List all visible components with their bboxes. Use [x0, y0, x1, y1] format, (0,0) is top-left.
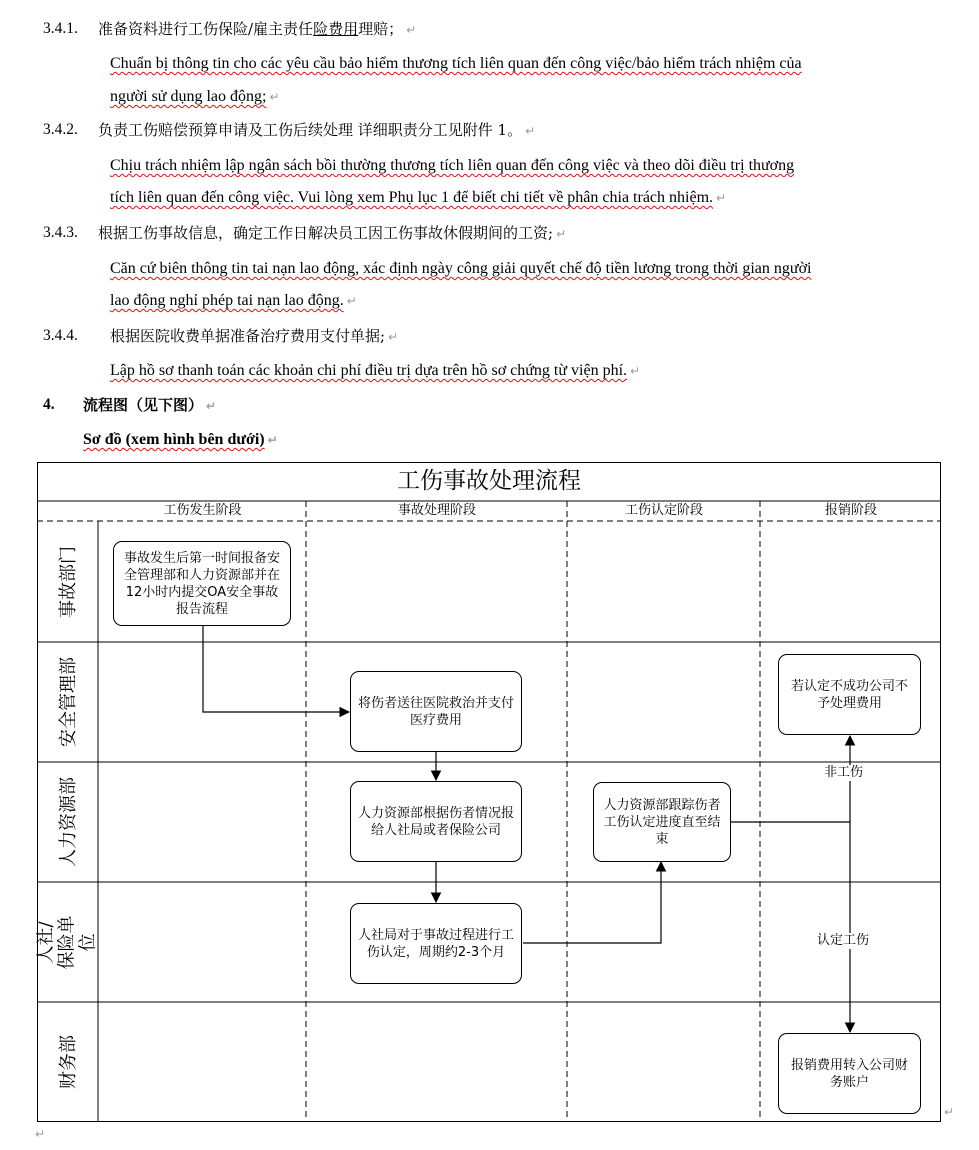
- phase-header: 工伤发生阶段: [163, 503, 242, 518]
- lane-label: [37, 762, 97, 882]
- section-number: 4.: [43, 396, 55, 413]
- paragraph-mark-icon: ↵: [35, 1127, 46, 1141]
- clause-text-cn: [110, 326, 398, 347]
- clause-text-vn: Chịu trách nhiệm lập ngân sách bồi thường thương tích liên quan đến công việc và theo dõi điều trị thương: [110, 157, 795, 174]
- step-report-incident: 事故发生后第一时间报备安全管理部和人力资源部并在12小时内提交OA安全事故报告流程: [113, 541, 291, 626]
- clause-text-cn-part: 理赔；: [358, 20, 404, 38]
- paragraph-mark-icon: ↵: [630, 364, 641, 378]
- clause-text-cn-part: 根据医院收费单据准备治疗费用支付单据;: [110, 327, 386, 345]
- clause-text-cn-part: 负责工伤赔偿预算申请及工伤后续处理 详细职责分工见附件 1。: [98, 121, 523, 139]
- clause-text-vn-part: Lập hồ sơ thanh toán các khoản chi phí điều trị dựa trên hồ sơ chứng từ viện phí.: [110, 362, 628, 379]
- section-title-text: 流程图（见下图）: [83, 396, 204, 414]
- paragraph-mark-icon: ↵: [525, 124, 536, 138]
- lane-label: [37, 642, 97, 762]
- clause-text-vn-cont: [110, 188, 726, 208]
- clause-text-vn-part: tích liên quan đến công việc. Vui lòng xem Phụ lục 1 để biết chi tiết về phân chia trách nhiệm.: [110, 189, 714, 206]
- step-reject-costs: 若认定不成功公司不予处理费用: [778, 654, 921, 735]
- step-finance-transfer: 报销费用转入公司财务账户: [778, 1033, 921, 1114]
- lane-label: [37, 882, 97, 1002]
- clause-text-vn-part: lao động nghỉ phép tai nạn lao động.: [110, 292, 344, 309]
- step-hr-report: 人力资源部根据伤者情况报给人社局或者保险公司: [350, 781, 522, 862]
- flowchart: [37, 462, 941, 1122]
- paragraph-mark-icon: ↵: [269, 90, 280, 104]
- clause-text-cn: [98, 19, 416, 40]
- clause-text-cn: [98, 223, 566, 244]
- clause-text-cn-underlined: 险费用: [313, 20, 359, 38]
- clause-text-vn-cont: [110, 291, 357, 311]
- lane-label: [37, 1002, 97, 1122]
- lane-label: [37, 522, 97, 642]
- section-title-vn-text: Sơ đồ (xem hình bên dưới): [83, 431, 265, 448]
- paragraph-mark-icon: ↵: [716, 191, 727, 205]
- step-hr-track-progress: 人力资源部跟踪伤者工伤认定进度直至结束: [593, 782, 731, 862]
- clause-text-vn-cont: [110, 361, 640, 381]
- clause-number: 3.4.1.: [43, 20, 78, 37]
- phase-header: 事故处理阶段: [397, 503, 476, 518]
- clause-text-cn-part: 准备资料进行工伤保险/雇主责任: [98, 20, 314, 38]
- arrow-social-to-tracking: [523, 862, 661, 943]
- lane-label-text: 事故部门: [58, 546, 79, 618]
- clause-text-vn-cont: [110, 87, 280, 107]
- paragraph-mark-icon: ↵: [556, 227, 567, 241]
- lane-label-text: 人力资源部: [58, 777, 79, 867]
- edge-label-not-injury: 非工伤: [824, 765, 864, 780]
- section-title: [83, 395, 216, 416]
- clause-text-vn: Chuẩn bị thông tin cho các yêu cầu bảo hiểm thương tích liên quan đến công việc/bảo hiểm trách nhiệm của: [110, 55, 802, 72]
- clause-text-vn-part: người sử dụng lao động;: [110, 88, 267, 105]
- paragraph-mark-icon: ↵: [406, 23, 417, 37]
- lane-label-text: 安全管理部: [58, 657, 79, 747]
- clause-number: 3.4.4.: [43, 327, 78, 344]
- lane-label-text: 财务部: [58, 1035, 79, 1089]
- phase-header: 工伤认定阶段: [624, 503, 703, 518]
- clause-number: 3.4.2.: [43, 121, 78, 138]
- lane-label-text: 人社/保险单位: [35, 915, 99, 969]
- arrow-report-to-hospital: [203, 626, 349, 712]
- clause-number: 3.4.3.: [43, 224, 78, 241]
- paragraph-mark-icon: ↵: [267, 433, 278, 447]
- clause-text-cn-part: 根据工伤事故信息，确定工作日解决员工因工伤事故休假期间的工资;: [98, 224, 554, 242]
- paragraph-mark-icon: ↵: [346, 294, 357, 308]
- flowchart-title: 工伤事故处理流程: [397, 468, 581, 494]
- section-title-vn: [83, 430, 278, 450]
- step-social-security-review: 人社局对于事故过程进行工伤认定，周期约2-3个月: [350, 903, 522, 984]
- phase-header: 报销阶段: [824, 503, 877, 518]
- clause-text-cn: [98, 120, 535, 141]
- paragraph-mark-icon: ↵: [206, 399, 217, 413]
- edge-label-injury-confirmed: 认定工伤: [817, 933, 870, 948]
- clause-text-vn: Căn cứ biên thông tin tai nạn lao động, xác định ngày công giải quyết chế độ tiền lương trong thời gian người: [110, 260, 812, 277]
- paragraph-mark-icon: ↵: [388, 330, 399, 344]
- step-hospital-treatment: 将伤者送往医院救治并支付医疗费用: [350, 671, 522, 752]
- paragraph-mark-icon: ↵: [944, 1105, 955, 1119]
